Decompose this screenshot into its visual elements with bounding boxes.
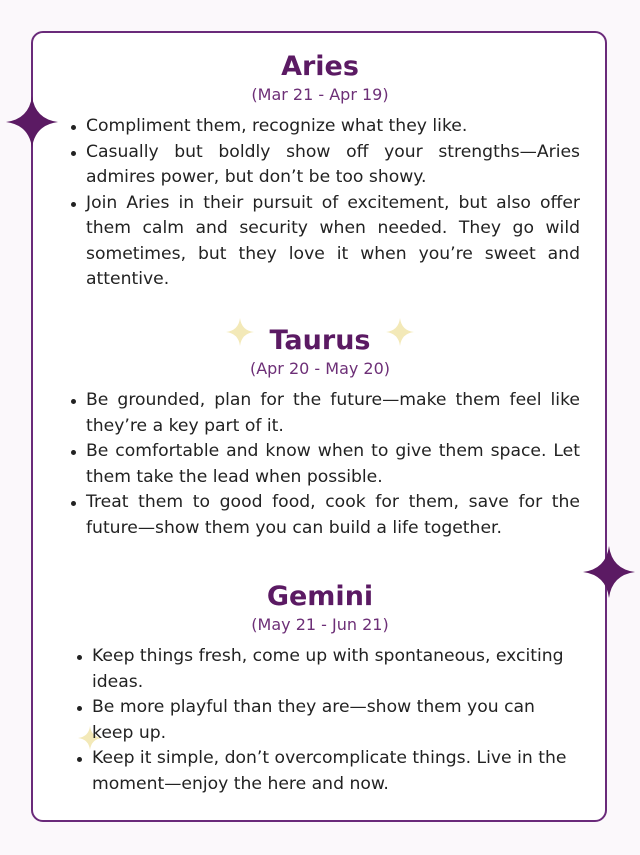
tip-item: Be comfortable and know when to give them space. Let them take the lead when possible. — [86, 439, 580, 490]
gemini-section — [66, 580, 574, 797]
sign-dates: (Mar 21 - Apr 19) — [251, 85, 389, 104]
tip-item: Keep things fresh, come up with spontaneous, exciting ideas. — [92, 644, 574, 695]
left-sparkle-icon — [6, 96, 58, 148]
tip-item: Be more playful than they are—show them you can keep up. — [92, 695, 574, 746]
sign-title: Aries — [281, 51, 359, 82]
tip-item: Casually but boldly show off your strengths—Aries admires power, but don’t be too showy. — [86, 140, 580, 191]
sign-dates: (Apr 20 - May 20) — [249, 359, 391, 378]
sign-title: Gemini — [266, 581, 374, 612]
sign-dates: (May 21 - Jun 21) — [251, 615, 389, 634]
aries-section — [60, 50, 580, 293]
right-sparkle-icon — [583, 546, 635, 598]
taurus-section — [60, 324, 580, 541]
tip-item: Compliment them, recognize what they like. — [86, 114, 580, 140]
tip-item: Join Aries in their pursuit of excitement, but also offer them calm and security when needed. They go wild sometimes, but they love it when you’re sweet and attentive. — [86, 191, 580, 293]
sign-title: Taurus — [269, 325, 371, 356]
tip-item: Treat them to good food, cook for them, save for the future—show them you can build a life together. — [86, 490, 580, 541]
tip-item: Be grounded, plan for the future—make them feel like they’re a key part of it. — [86, 388, 580, 439]
tip-item: Keep it simple, don’t overcomplicate things. Live in the moment—enjoy the here and now. — [92, 746, 574, 797]
